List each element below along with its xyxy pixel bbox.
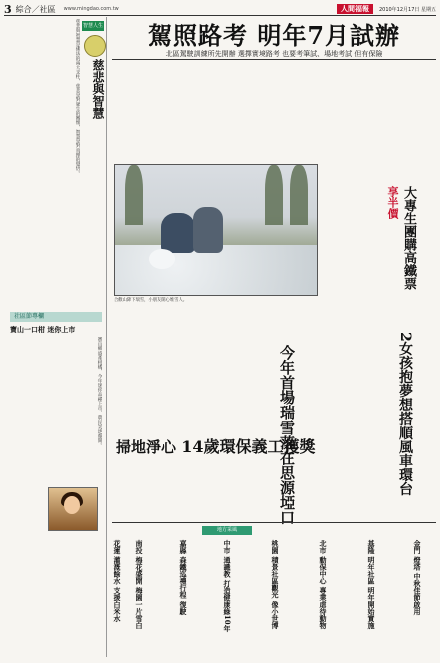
bottom-headline: 金門 燈塔 中秋佳節啟用 xyxy=(413,540,422,615)
bottom-headline: 花蓮 灌溉餘水 支援白米水 xyxy=(113,540,122,622)
column-badge: 智慧人生 xyxy=(82,23,103,29)
article-headline-girls: 2女孩抱夢想搭順風車環台 xyxy=(397,332,413,496)
article-headline-snow: 今年首場瑞雪落在思源埡口 xyxy=(278,345,296,525)
column-title: 慈悲與智慧 xyxy=(91,59,105,119)
site-url[interactable]: www.mingdao.com.tw xyxy=(63,6,119,12)
snow-photo xyxy=(114,164,318,296)
left-column xyxy=(4,17,107,657)
community-text: 寶山鄉盛產柑橘，今年迷你品種上市，農民笑逐顏開。 xyxy=(97,337,102,448)
local-news-label: 地方采風 xyxy=(202,526,252,535)
column-text: 慈悲與智慧是佛法的兩大支柱，慈悲是對眾生的關懷，智慧是對真理的覺悟。 xyxy=(75,19,80,176)
bottom-headline: 北市 動保中心 專業虐待動物 xyxy=(319,540,328,629)
newspaper-logo: 人間福報 xyxy=(337,4,373,14)
headline-rule xyxy=(112,59,436,60)
bottom-headline: 基隆 明年社區 明年開始實施 xyxy=(367,540,376,629)
bottom-headline: 南投 梅花盛開 梅園一片雪白 xyxy=(135,540,144,629)
section-name: 綜合／社區 xyxy=(15,4,56,14)
issue-date: 2010年12月17日 星期五 xyxy=(378,6,436,13)
bottom-headline: 桃園 積景社區觀光 像小世博 xyxy=(271,540,280,629)
photo-caption: 合歡山降下瑞雪，小朋友開心堆雪人。 xyxy=(114,298,188,303)
main-headline: 駕照路考 明年7月試辦 xyxy=(147,21,401,50)
article-headline-volunteer xyxy=(116,434,316,457)
volunteer-headline-part2: 14歲環保義工獲獎 xyxy=(181,437,316,456)
column-logo-icon xyxy=(84,35,106,57)
article-headline-hsr: 大專生團購高鐵票 xyxy=(401,186,416,290)
local-news-rule xyxy=(112,522,436,523)
page-header xyxy=(4,3,436,16)
article-headline-hsr-sub: 享半價 xyxy=(386,186,399,219)
main-subhead: 北區駕駛訓練所先開辦 選擇實境路考 也要考筆試、場地考試 但有保險 xyxy=(165,50,383,58)
bottom-headline: 嘉縣 森鐵巡禮行程 復駛 xyxy=(179,540,188,615)
community-box-label: 社區節專欄 xyxy=(10,312,102,322)
volunteer-headline-part1: 掃地淨心 xyxy=(116,438,182,456)
author-photo xyxy=(48,487,98,531)
bottom-headline: 中市 通識教 打造健康綠10年 xyxy=(223,540,232,632)
community-subtitle: 寶山一口柑 迷你上市 xyxy=(10,325,76,334)
page-number: 3 xyxy=(4,2,12,16)
